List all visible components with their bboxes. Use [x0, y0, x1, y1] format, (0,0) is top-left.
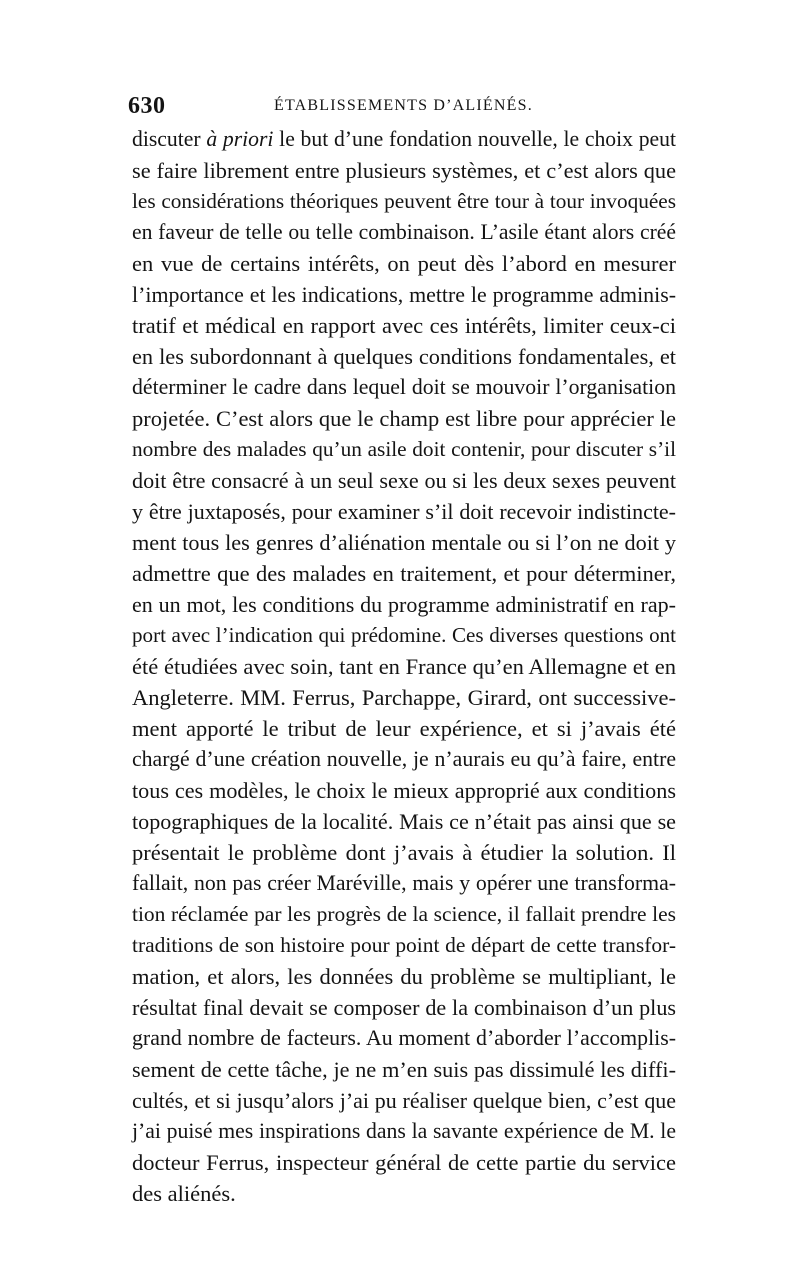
text-line: en vue de certains intérêts, on peut dès l’abord en mesurer — [132, 251, 676, 276]
text-line: ment tous les genres d’aliénation mentale ou si l’on ne doit y — [132, 530, 676, 555]
text-line: tous ces modèles, le choix le mieux approprié aux conditions — [132, 778, 676, 803]
text-line: résultat final devait se composer de la combinaison d’un plus — [132, 995, 676, 1020]
text-line: des aliénés. — [132, 1181, 236, 1206]
text-line: nombre des malades qu’un asile doit contenir, pour discuter s’il — [132, 437, 676, 461]
body-paragraph — [132, 124, 676, 1209]
text-line: admettre que des malades en traitement, et pour déterminer, — [132, 561, 676, 586]
text-line: tratif et médical en rapport avec ces intérêts, limiter ceux-ci — [132, 313, 676, 338]
text-line: Angleterre. MM. Ferrus, Parchappe, Girard, ont successive- — [132, 685, 676, 710]
page-number: 630 — [128, 93, 166, 119]
text-line: doit être consacré à un seul sexe ou si les deux sexes peuvent — [132, 468, 676, 493]
text-line: projetée. C’est alors que le champ est libre pour apprécier le — [132, 406, 676, 431]
text-line: tion réclamée par les progrès de la science, il fallait prendre les — [132, 902, 676, 926]
text-line: en un mot, les conditions du programme administratif en rap- — [132, 592, 676, 617]
text-line: les considérations théoriques peuvent être tour à tour invoquées — [132, 189, 676, 213]
text-line: l’importance et les indications, mettre le programme adminis- — [132, 282, 676, 307]
text-line: en les subordonnant à quelques conditions fondamentales, et — [132, 344, 676, 369]
text-line: docteur Ferrus, inspecteur général de cette partie du service — [132, 1150, 676, 1175]
text-line — [132, 124, 676, 155]
text-line: déterminer le cadre dans lequel doit se mouvoir l’organisation — [132, 375, 676, 399]
text-line: j’ai puisé mes inspirations dans la savante expérience de M. le — [132, 1119, 676, 1143]
running-head: ÉTABLISSEMENTS D’ALIÉNÉS. — [274, 97, 533, 114]
text-line-segment: le but d’une fondation nouvelle, le choix peut — [273, 127, 677, 151]
text-line: chargé d’une création nouvelle, je n’aurais eu qu’à faire, entre — [132, 747, 676, 771]
text-line: été étudiées avec soin, tant en France qu’en Allemagne et en — [132, 654, 676, 679]
text-line: traditions de son histoire pour point de départ de cette transfor- — [132, 933, 676, 957]
italic-phrase: à priori — [206, 127, 274, 151]
page-header — [128, 88, 676, 124]
text-line: port avec l’indication qui prédomine. Ces diverses questions ont — [132, 623, 676, 647]
text-line: mation, et alors, les données du problème se multipliant, le — [132, 964, 676, 989]
text-line: ment apporté le tribut de leur expérience, et si j’avais été — [132, 716, 676, 741]
text-line: topographiques de la localité. Mais ce n’était pas ainsi que se — [132, 809, 676, 834]
text-line: sement de cette tâche, je ne m’en suis pas dissimulé les diffi- — [132, 1057, 676, 1082]
text-line: fallait, non pas créer Maréville, mais y opérer une transforma- — [132, 871, 676, 895]
text-line: en faveur de telle ou telle combinaison. L’asile étant alors créé — [132, 220, 676, 244]
text-line: grand nombre de facteurs. Au moment d’aborder l’accomplis- — [132, 1026, 676, 1050]
text-line-segment: discuter — [132, 127, 207, 151]
text-line: présentait le problème dont j’avais à étudier la solution. Il — [132, 840, 676, 865]
text-line: se faire librement entre plusieurs systèmes, et c’est alors que — [132, 158, 676, 183]
text-line: cultés, et si jusqu’alors j’ai pu réaliser quelque bien, c’est que — [132, 1088, 676, 1113]
text-line: y être juxtaposés, pour examiner s’il doit recevoir indistincte- — [132, 499, 676, 524]
